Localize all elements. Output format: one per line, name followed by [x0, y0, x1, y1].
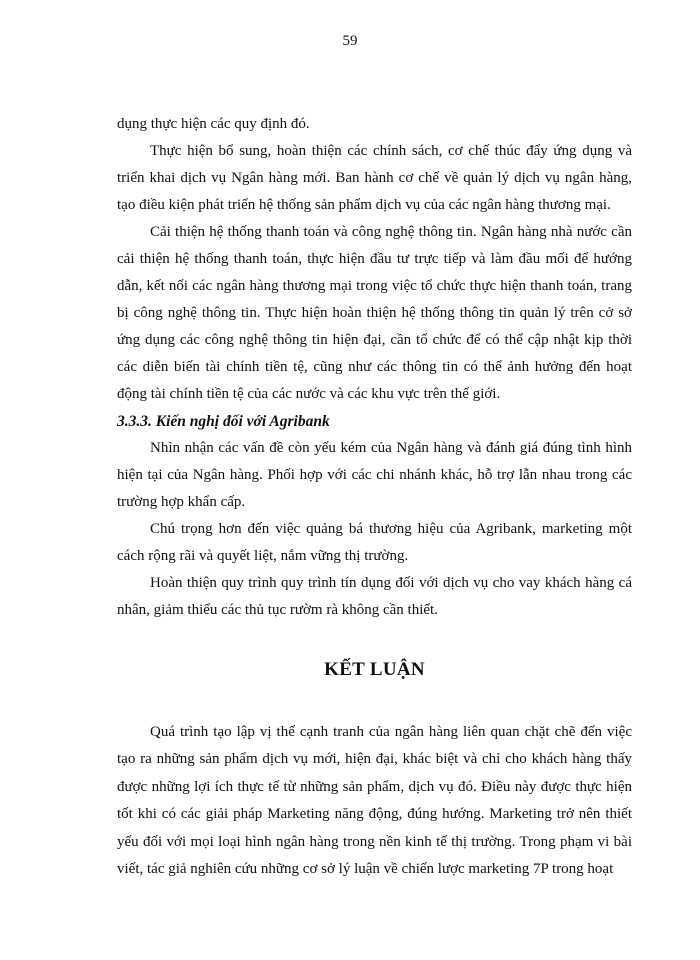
conclusion-title: KẾT LUẬN [324, 659, 425, 680]
section-heading: 3.3.3. Kiến nghị đối với Agribank [117, 413, 330, 430]
body-paragraph: Cải thiện hệ thống thanh toán và công nghệ thông tin. Ngân hàng nhà nước cần cải thiện hệ thống thanh toán, thực hiện đầu tư trực tiếp và làm đầu mối để hướng dẫn, kết nối các ngân hàng thương mại trong việc tổ chức thực hiện thanh toán, trang bị công nghệ thông tin. Thực hiện hoàn thiện hệ thống thông tin quản lý trên cở sở ứng dụng các công nghệ thông tin hiện đại, cần tổ chức để có thể cập nhật kịp thời các diễn biến tài chính tiền tệ, cũng như các thông tin có thể ảnh hưởng đến hoạt động tài chính tiền tệ của các nước và các khu vực trên thế giới. [117, 224, 632, 402]
spacer [117, 682, 632, 719]
body-paragraph: Thực hiện bổ sung, hoàn thiện các chính sách, cơ chế thúc đẩy ứng dụng và triển khai dịch vụ Ngân hàng mới. Ban hành cơ chế về quản lý dịch vụ ngân hàng, tạo điều kiện phát triển hệ thống sản phẩm dịch vụ của các ngân hàng thương mại. [117, 143, 632, 213]
page-number: 59 [342, 33, 358, 49]
spacer [117, 624, 632, 658]
body-paragraph: Chú trọng hơn đến việc quảng bá thương hiệu của Agribank, marketing một cách rộng rãi và quyết liệt, nắm vững thị trường. [117, 521, 632, 564]
body-paragraph: Hoàn thiện quy trình quy trình tín dụng đối với dịch vụ cho vay khách hàng cá nhân, giảm thiểu các thủ tục rườm rà không cần thiết. [117, 575, 632, 618]
conclusion-paragraph: Quá trình tạo lập vị thế cạnh tranh của ngân hàng liên quan chặt chẽ đến việc tạo ra những sản phẩm dịch vụ mới, hiện đại, khác biệt và chỉ cho khách hàng thấy được những lợi ích thực tế từ những sản phẩm, dịch vụ đó. Điều này được thực hiện tốt khi có các giải pháp Marketing năng động, đúng hướng. Marketing trở nên thiết yếu đối với mọi loại hình ngân hàng trong nền kinh tế thị trường. Trong phạm vi bài viết, tác giả nghiên cứu những cơ sở lý luận về chiến lược marketing 7P trong hoạt [117, 724, 632, 878]
page-body [117, 111, 632, 883]
body-paragraph: dụng thực hiện các quy định đó. [117, 116, 310, 132]
body-paragraph: Nhìn nhận các vấn đề còn yếu kém của Ngân hàng và đánh giá đúng tình hình hiện tại của Ngân hàng. Phối hợp với các chi nhánh khác, hỗ trợ lẫn nhau trong các trường hợp khẩn cấp. [117, 440, 632, 510]
